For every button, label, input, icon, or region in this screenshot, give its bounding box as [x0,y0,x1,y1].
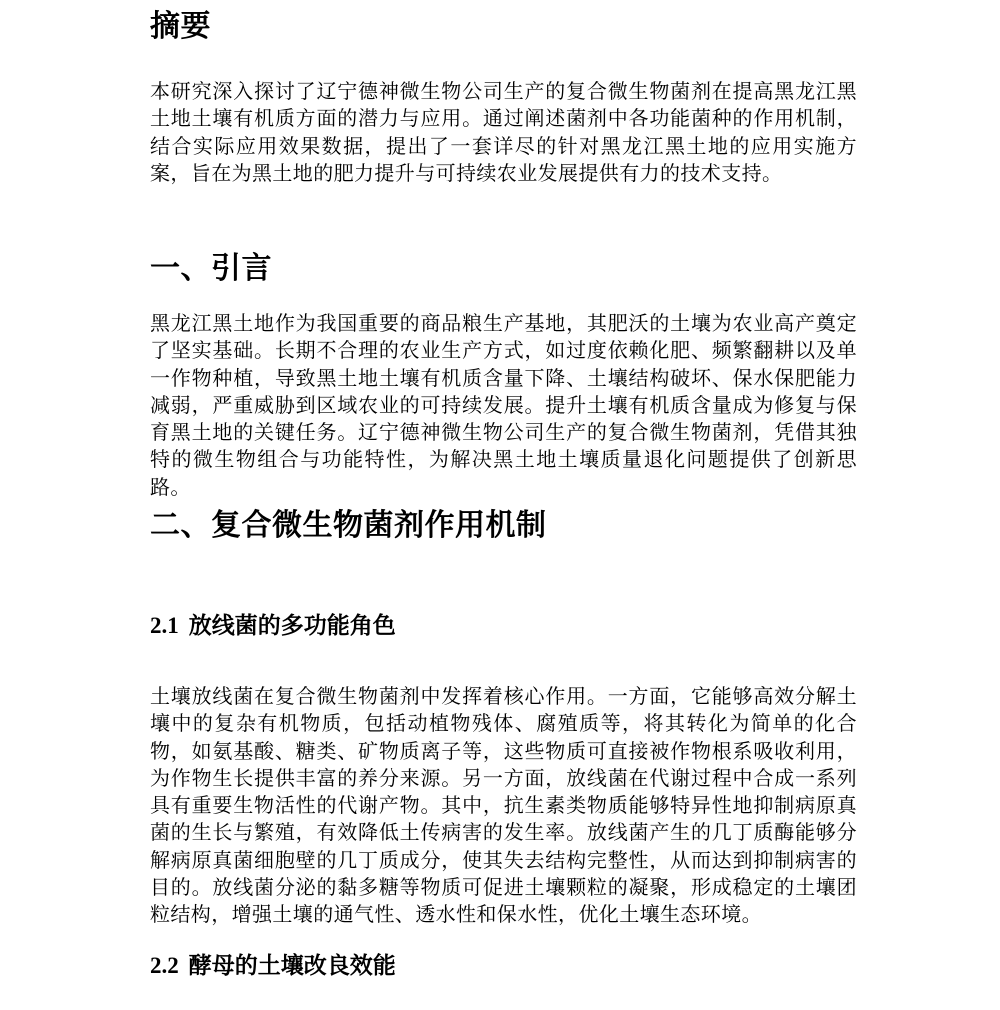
subsection-title: 放线菌的多功能角色 [188,612,396,638]
introduction-paragraph: 黑龙江黑土地作为我国重要的商品粮生产基地，其肥沃的土壤为农业高产奠定了坚实基础。长期不合理的农业生产方式，如过度依赖化肥、频繁翻耕以及单一作物种植，导致黑土地土壤有机质含量下降、土壤结构破坏、保水保肥能力减弱，严重威胁到区域农业的可持续发展。提升土壤有机质含量成为修复与保育黑土地的关键任务。辽宁德神微生物公司生产的复合微生物菌剂，凭借其独特的微生物组合与功能特性，为解决黑土地土壤质量退化问题提供了创新思路。 [150,313,857,499]
abstract-paragraph: 本研究深入探讨了辽宁德神微生物公司生产的复合微生物菌剂在提高黑龙江黑土地土壤有机质方面的潜力与应用。通过阐述菌剂中各功能菌种的作用机制，结合实际应用效果数据，提出了一套详尽的针对黑龙江黑土地的应用实施方案，旨在为黑土地的肥力提升与可持续农业发展提供有力的技术支持。 [150,81,857,185]
subsection-number: 2.1 [150,613,179,638]
actinomycetes-paragraph: 土壤放线菌在复合微生物菌剂中发挥着核心作用。一方面，它能够高效分解土壤中的复杂有机物质，包括动植物残体、腐殖质等，将其转化为简单的化合物，如氨基酸、糖类、矿物质离子等，这些物质可直接被作物根系吸收利用，为作物生长提供丰富的养分来源。另一方面，放线菌在代谢过程中合成一系列具有重要生物活性的代谢产物。其中，抗生素类物质能够特异性地抑制病原真菌的生长与繁殖，有效降低土传病害的发生率。放线菌产生的几丁质酶能够分解病原真菌细胞壁的几丁质成分，使其失去结构完整性，从而达到抑制病害的目的。放线菌分泌的黏多糖等物质可促进土壤颗粒的凝聚，形成稳定的土壤团粒结构，增强土壤的通气性、透水性和保水性，优化土壤生态环境。 [150,686,857,927]
subsection-heading-yeast [150,951,857,980]
section-heading-introduction: 一、引言 [150,252,272,285]
subsection-heading-actinomycetes [150,611,857,640]
section-heading-mechanism: 二、复合微生物菌剂作用机制 [150,509,547,542]
abstract-heading: 摘要 [150,10,211,43]
subsection-title: 酵母的土壤改良效能 [188,952,396,978]
subsection-number: 2.2 [150,953,179,978]
